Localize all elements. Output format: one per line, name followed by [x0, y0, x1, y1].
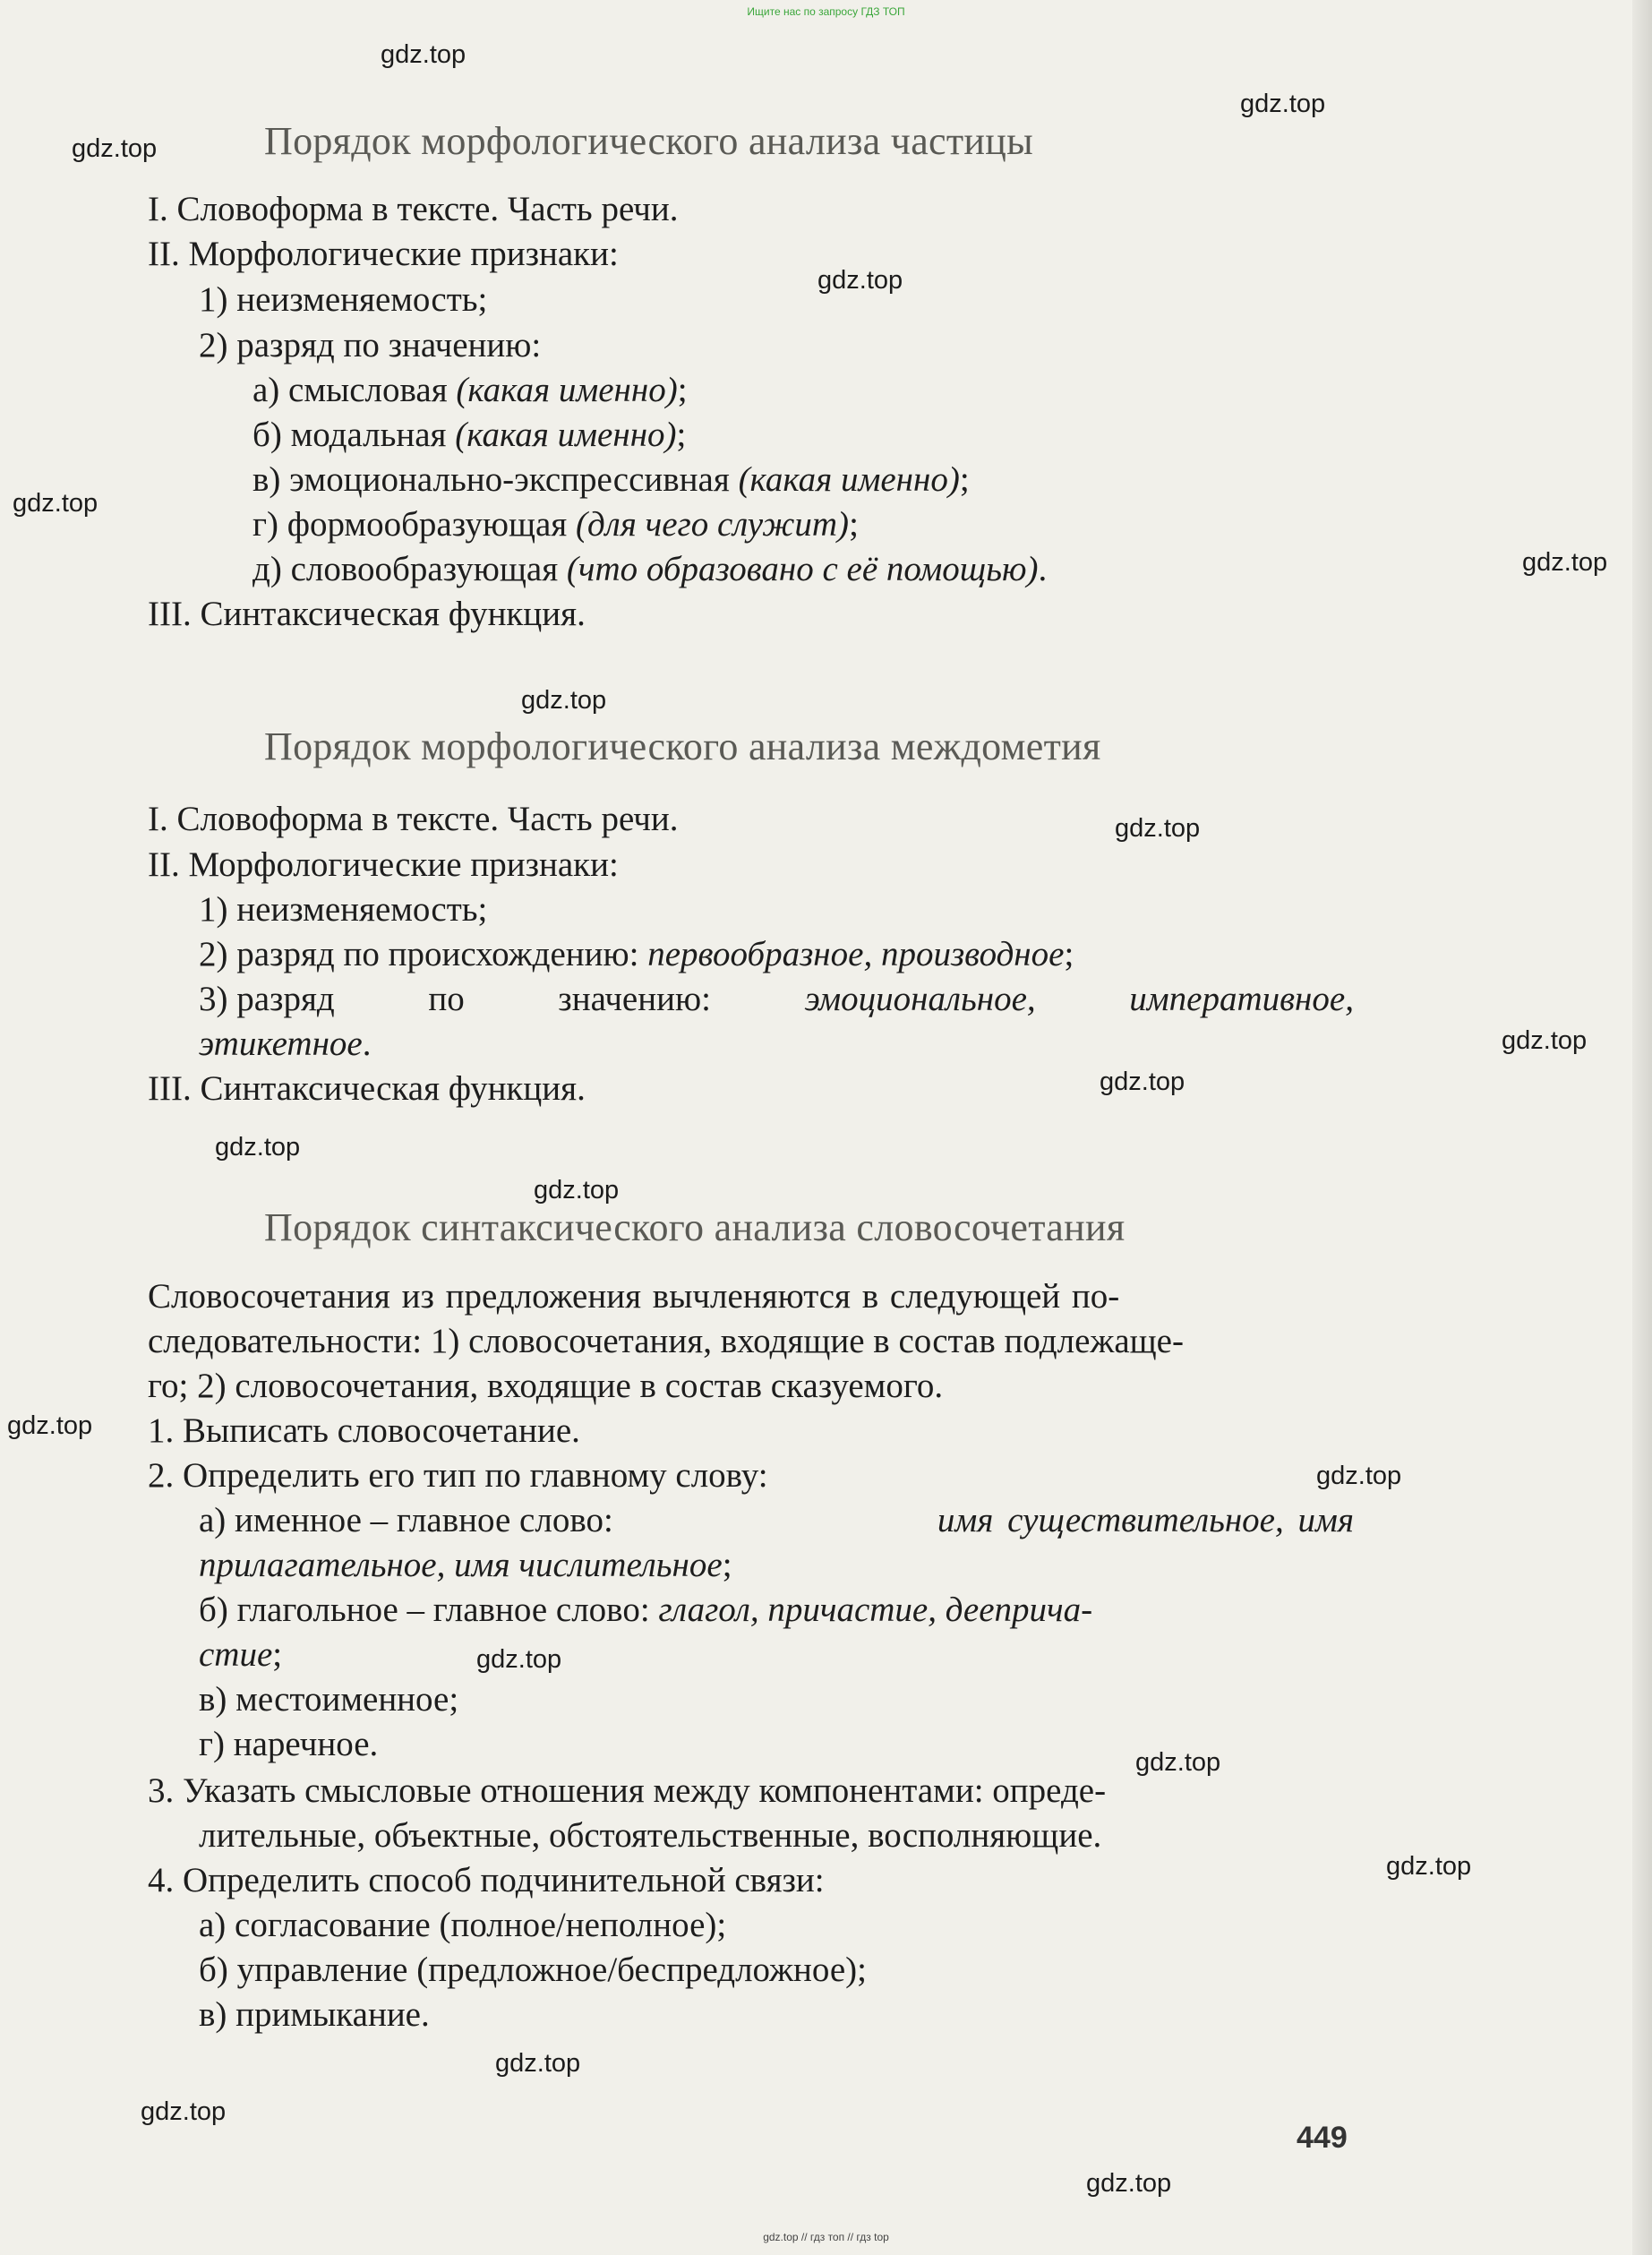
- phrase-step-3: 3. Указать смысловые отношения между компонентами: опреде-: [148, 1771, 1107, 1810]
- heading-interjection: Порядок морфологического анализа междометия: [264, 725, 1101, 768]
- watermark: gdz.top: [1522, 548, 1608, 577]
- interjection-line-4: 2) разряд по происхождению: первообразное, производное;: [199, 935, 1074, 973]
- watermark: gdz.top: [817, 266, 903, 295]
- interjection-line-1: I. Словоформа в тексте. Часть речи.: [148, 800, 679, 838]
- watermark: gdz.top: [141, 2097, 227, 2126]
- watermark: gdz.top: [1135, 1748, 1221, 1777]
- phrase-para-line-3: го; 2) словосочетания, входящие в состав сказуемого.: [148, 1367, 944, 1405]
- phrase-para-line-1: Словосочетания из предложения вычленяются в следующей по-: [148, 1277, 1120, 1316]
- watermark: gdz.top: [72, 134, 158, 163]
- watermark: gdz.top: [1100, 1067, 1186, 1096]
- phrase-step-3-cont: лительные, объектные, обстоятельственные, восполняющие.: [199, 1816, 1102, 1855]
- particle-item-g: г) формообразующая (для чего служит);: [253, 505, 859, 544]
- phrase-conn-b: б) управление (предложное/беспредложное);: [199, 1951, 868, 1989]
- phrase-para-line-2: следовательности: 1) словосочетания, входящие в состав подлежаще-: [148, 1322, 1184, 1360]
- watermark: gdz.top: [1240, 90, 1326, 118]
- interjection-line-5: 3) разряд по значению: эмоциональное, императивное,: [199, 980, 1354, 1018]
- interjection-line-2: II. Морфологические признаки:: [148, 845, 619, 884]
- particle-line-5: III. Синтаксическая функция.: [148, 595, 586, 633]
- phrase-type-b-cont: стие;: [199, 1635, 283, 1674]
- particle-item-v: в) эмоционально-экспрессивная (какая именно);: [253, 460, 970, 499]
- watermark: gdz.top: [1386, 1852, 1472, 1881]
- particle-item-d: д) словообразующая (что образовано с её помощью).: [253, 550, 1048, 588]
- phrase-conn-a: а) согласование (полное/неполное);: [199, 1906, 727, 1944]
- page-edge: [1632, 0, 1652, 2255]
- particle-line-1: I. Словоформа в тексте. Часть речи.: [148, 190, 679, 228]
- particle-item-a: а) смысловая (какая именно);: [253, 371, 688, 409]
- page-number: 449: [1297, 2121, 1348, 2155]
- phrase-step-4: 4. Определить способ подчинительной связи:: [148, 1861, 825, 1899]
- heading-phrase: Порядок синтаксического анализа словосочетания: [264, 1205, 1126, 1249]
- interjection-line-6: этикетное.: [199, 1025, 372, 1063]
- phrase-type-a: а) именное – главное слово: имя существительное, имя: [199, 1501, 1354, 1539]
- interjection-line-7: III. Синтаксическая функция.: [148, 1069, 586, 1108]
- particle-line-3: 1) неизменяемость;: [199, 280, 488, 319]
- phrase-type-a-cont: прилагательное, имя числительное;: [199, 1546, 732, 1584]
- top-banner: Ищите нас по запросу ГДЗ ТОП: [747, 5, 905, 18]
- phrase-type-g: г) наречное.: [199, 1725, 379, 1763]
- watermark: gdz.top: [215, 1133, 301, 1162]
- watermark: gdz.top: [495, 2049, 581, 2078]
- watermark: gdz.top: [381, 40, 466, 69]
- watermark: gdz.top: [476, 1645, 562, 1674]
- watermark: gdz.top: [534, 1176, 620, 1205]
- interjection-line-3: 1) неизменяемость;: [199, 890, 488, 929]
- bottom-banner: gdz.top // гдз топ // гдз top: [763, 2231, 889, 2243]
- watermark: gdz.top: [1502, 1026, 1588, 1055]
- phrase-type-v: в) местоименное;: [199, 1680, 459, 1719]
- phrase-conn-c: в) примыкание.: [199, 1995, 430, 2034]
- particle-line-4: 2) разряд по значению:: [199, 326, 542, 364]
- watermark: gdz.top: [1316, 1462, 1402, 1490]
- phrase-type-b: б) глагольное – главное слово: глагол, причастие, дееприча-: [199, 1591, 1093, 1629]
- watermark: gdz.top: [521, 686, 607, 715]
- particle-item-b: б) модальная (какая именно);: [253, 416, 687, 454]
- watermark: gdz.top: [1115, 814, 1201, 843]
- particle-line-2: II. Морфологические признаки:: [148, 235, 619, 273]
- phrase-step-2: 2. Определить его тип по главному слову:: [148, 1456, 768, 1495]
- watermark: gdz.top: [7, 1411, 93, 1440]
- heading-particle: Порядок морфологического анализа частицы: [264, 119, 1033, 163]
- watermark: gdz.top: [13, 489, 98, 518]
- phrase-step-1: 1. Выписать словосочетание.: [148, 1411, 580, 1450]
- watermark: gdz.top: [1086, 2169, 1172, 2198]
